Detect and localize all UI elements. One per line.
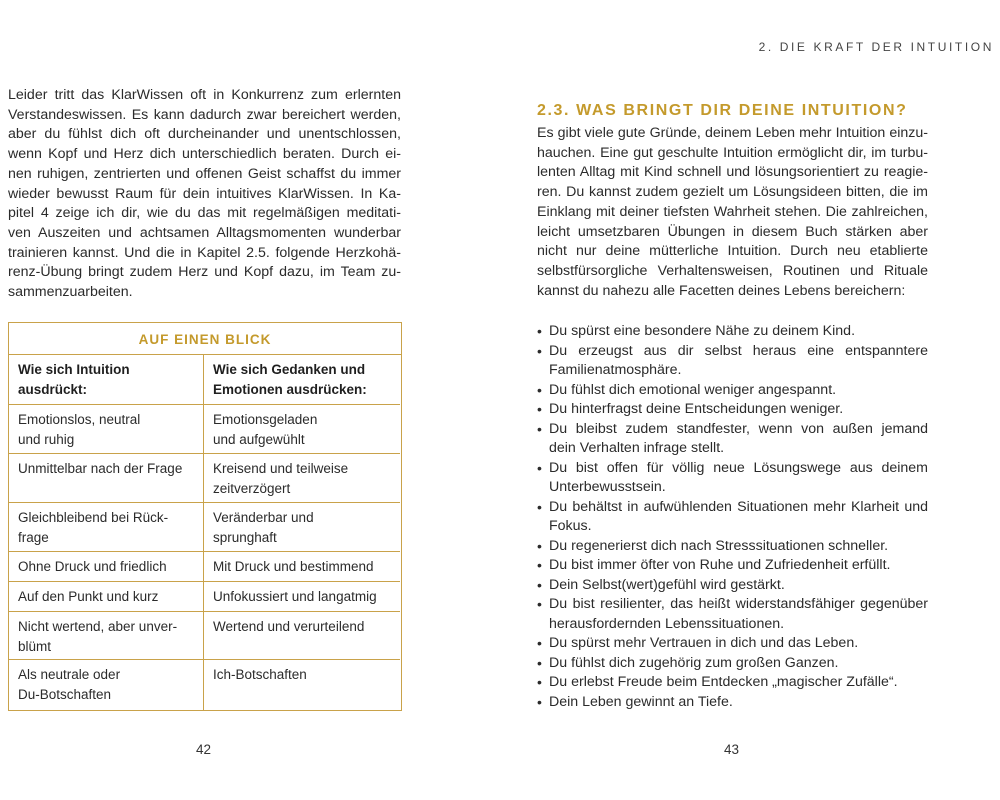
cell-line: Als neutrale oder [18, 667, 121, 682]
text-line: Du spürst mehr Vertrauen in dich und das Leben. [549, 635, 859, 651]
text-line: Du bist offen für völlig neue Lösungswege aus deinem [549, 459, 928, 476]
text-line: Einklang mit deiner tiefsten Wahrheit stehen. Die zahlreichen, [537, 203, 928, 220]
cell-line: frage [18, 529, 49, 545]
text-line: Familienatmosphäre. [549, 362, 682, 378]
cell-line: Auf den Punkt und kurz [18, 589, 159, 604]
bullet-icon: • [537, 537, 542, 554]
bullet-icon: • [537, 401, 542, 417]
table-cell [204, 454, 400, 503]
text-line: Leider tritt das KlarWissen oft in Konkurrenz zum erlernten [8, 87, 401, 103]
list-item [537, 654, 928, 674]
table-cell [204, 660, 400, 710]
cell-line: Unfokussiert und langatmig [213, 589, 377, 604]
bullet-icon: • [537, 654, 542, 671]
list-item [537, 420, 928, 459]
table-cell [9, 405, 204, 454]
cell-line: Kreisend und teilweise [213, 461, 349, 476]
text-line: Du bist resilienter, das heißt widerstandsfähiger gegenüber [549, 596, 928, 612]
cell-line: und ruhig [18, 431, 75, 447]
text-line: Du regenerierst dich nach Stresssituationen schneller. [549, 537, 889, 554]
bullet-icon: • [537, 381, 542, 398]
text-line: selbstfürsorgliche Verhaltensweisen, Routinen und Rituale [537, 262, 928, 279]
intro-paragraph [8, 86, 401, 303]
text-line: Dein Leben gewinnt an Tiefe. [549, 693, 733, 710]
text-line: wieder bewusst Raum für dein intuitives KlarWissen. In Ka- [8, 185, 401, 202]
running-head: 2. DIE KRAFT DER INTUITION [758, 40, 994, 54]
bullet-icon: • [537, 635, 542, 651]
text-line: Du spürst eine besondere Nähe zu deinem Kind. [549, 323, 856, 339]
list-item [537, 556, 928, 576]
list-item [537, 673, 928, 693]
text-line: kannst du nahezu alle Facetten deines Lebens bereichern: [537, 282, 906, 299]
table-cell [9, 454, 204, 503]
cell-line: Du-Botschaften [18, 686, 112, 702]
cell-line: Wie sich Intuition [18, 362, 130, 377]
table-cell [204, 503, 400, 552]
list-item [537, 537, 928, 557]
text-line: dein Verhalten infrage stellt. [549, 440, 725, 456]
list-item [537, 693, 928, 713]
list-item [537, 576, 928, 596]
list-item [537, 342, 928, 381]
text-line: wenn Kopf und Herz dich unterschiedlich beraten. Durch ei- [8, 146, 401, 163]
text-line: Fokus. [549, 518, 592, 534]
table-cell [204, 612, 400, 660]
cell-line: sprunghaft [213, 529, 277, 545]
list-item [537, 634, 928, 654]
text-line: herausfordernden Lebenssituationen. [549, 615, 785, 632]
text-line: Verstandeswissen. Es kann dadurch zwar bereichert werden, [8, 106, 401, 123]
text-line: Du erzeugst aus dir selbst heraus eine entspanntere [549, 342, 928, 359]
cell-line: und aufgewühlt [213, 431, 305, 447]
text-line: ven Auszeiten und achtsamen Alltagsmomenten wunderbar [8, 224, 401, 241]
text-line: Es gibt viele gute Gründe, deinem Leben mehr Intuition einzu- [537, 125, 928, 141]
table-cell [9, 612, 204, 660]
bullet-icon: • [537, 459, 542, 476]
cell-line: Mit Druck und bestimmend [213, 559, 374, 574]
bullet-icon: • [537, 323, 542, 339]
bullet-icon: • [537, 674, 542, 690]
text-line: Du bleibst zudem standfester, wenn von außen jemand [549, 420, 928, 437]
text-line: Du behältst in aufwühlenden Situationen mehr Klarheit und [549, 498, 928, 515]
glance-box [8, 322, 402, 711]
text-line: Du fühlst dich emotional weniger angespannt. [549, 381, 837, 398]
table-header-cell [9, 355, 204, 405]
cell-line: Emotionsgeladen [213, 412, 318, 427]
text-line: renz-Übung bringt zudem Herz und Kopf dazu, im Team zu- [8, 264, 401, 281]
page-number-left: 42 [196, 742, 212, 757]
right-page [537, 102, 928, 301]
cell-line: blümt [18, 638, 52, 654]
text-line: sammenzuarbeiten. [8, 284, 133, 301]
text-line: nen ruhigen, zentrierten und offenen Geist schaffst du immer [8, 165, 401, 182]
cell-line: Unmittelbar nach der Frage [18, 461, 183, 476]
bullet-icon: • [537, 420, 542, 437]
cell-line: Nicht wertend, aber unver- [18, 619, 178, 634]
body-paragraph [537, 124, 928, 301]
text-line: nicht nur deine mütterliche Intuition. Durch neu etablierte [537, 243, 928, 260]
list-item [537, 322, 928, 342]
cell-line: Wertend und verurteilend [213, 619, 365, 634]
cell-line: Veränderbar und [213, 510, 314, 525]
left-page [8, 86, 401, 303]
bullet-icon: • [537, 576, 542, 593]
table-cell [204, 405, 400, 454]
text-line: Du fühlst dich zugehörig zum großen Ganzen. [549, 654, 839, 671]
text-line: pitel 4 zeige ich dir, wie du das mit regelmäßigen meditati- [8, 205, 401, 222]
benefit-list [537, 322, 928, 712]
cell-line: Wie sich Gedanken und [213, 362, 366, 377]
glance-table [9, 355, 401, 710]
bullet-icon: • [537, 557, 542, 573]
table-cell [204, 552, 400, 582]
bullet-icon: • [537, 342, 542, 359]
list-item [537, 459, 928, 498]
table-header-cell [204, 355, 400, 405]
cell-line: ausdrückt: [18, 381, 88, 397]
text-line: lenten Alltag mit Kind schnell und lösungsorientiert zu reagie- [537, 164, 928, 181]
section-heading [537, 102, 928, 120]
text-line: hauchen. Eine gut geschulte Intuition ermöglicht dir, im turbu- [537, 144, 928, 161]
list-item [537, 498, 928, 537]
text-line: Dein Selbst(wert)gefühl wird gestärkt. [549, 576, 785, 593]
text-line: Du erlebst Freude beim Entdecken „magischer Zufälle“. [549, 674, 898, 690]
table-cell [9, 582, 204, 612]
table-cell [204, 582, 400, 612]
text-line: ren. Du kannst zudem gezielt um Lösungsideen bitten, die im [537, 184, 928, 201]
list-item [537, 595, 928, 634]
section-title: WAS BRINGT DIR DEINE INTUITION? [576, 102, 908, 119]
cell-line: Ohne Druck und friedlich [18, 559, 167, 574]
text-line: trainieren kannst. Und die in Kapitel 2.5. folgende Herzkohä- [8, 244, 401, 261]
text-line: leicht umsetzbaren Übungen in diesem Buch stärken aber [537, 223, 928, 240]
bullet-icon: • [537, 693, 542, 710]
section-number: 2.3. [537, 102, 571, 119]
cell-line: Emotionslos, neutral [18, 412, 141, 427]
text-line: Du hinterfragst deine Entscheidungen weniger. [549, 401, 844, 417]
text-line: Du bist immer öfter von Ruhe und Zufriedenheit erfüllt. [549, 557, 891, 573]
bullet-icon: • [537, 596, 542, 612]
list-item [537, 400, 928, 420]
list-item [537, 381, 928, 401]
bullet-icon: • [537, 498, 542, 515]
cell-line: Emotionen ausdrücken: [213, 381, 367, 397]
cell-line: Ich-Botschaften [213, 667, 307, 682]
table-cell [9, 503, 204, 552]
table-cell [9, 660, 204, 710]
page-number-right: 43 [724, 742, 740, 757]
cell-line: Gleichbleibend bei Rück- [18, 510, 169, 525]
cell-line: zeitverzögert [213, 480, 291, 496]
text-line: Unterbewusstsein. [549, 479, 666, 495]
glance-box-title: AUF EINEN BLICK [9, 323, 401, 355]
table-cell [9, 552, 204, 582]
text-line: aber du fühlst dich oft durcheinander und unentschlossen, [8, 126, 401, 143]
